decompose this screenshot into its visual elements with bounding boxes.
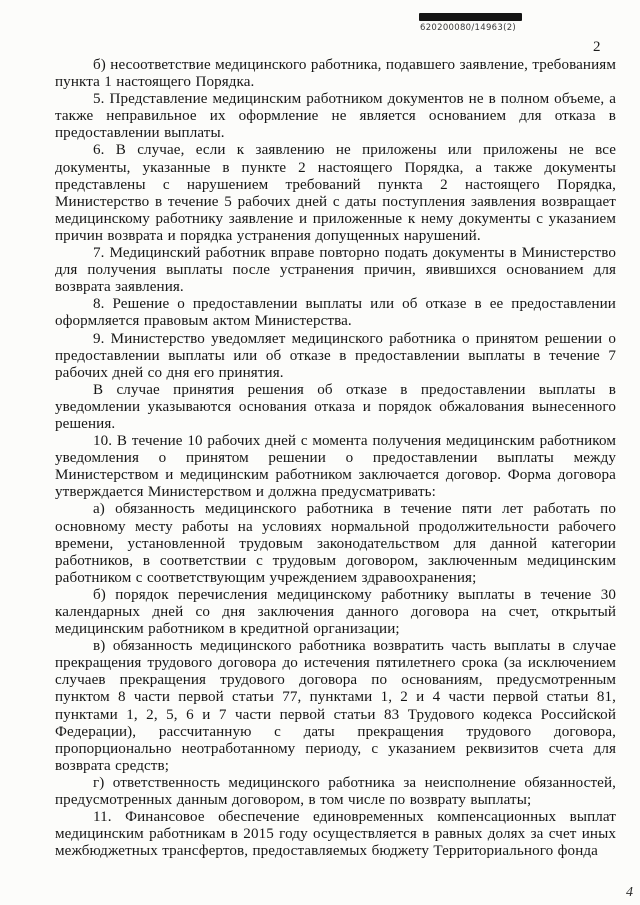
paragraph-9: 9. Министерство уведомляет медицинского работника о принятом решении о предоставлении выплаты или об отказе в предоставлении выплаты в течение 7 рабочих дней со дня его принятия.	[55, 330, 616, 381]
paragraph-11: 11. Финансовое обеспечение единовременных компенсационных выплат медицинским работникам в 2015 году осуществляется в равных долях за счет иных межбюджетных трансфертов, предоставляемых бюджету Территориального фонда	[55, 809, 616, 860]
paragraph-b1: б) несоответствие медицинского работника, подавшего заявление, требованиям пункта 1 настоящего Порядка.	[55, 57, 616, 91]
corner-mark: 4	[626, 885, 633, 900]
redaction-bar	[419, 13, 522, 21]
document-body	[55, 57, 616, 860]
paragraph-5: 5. Представление медицинским работником документов не в полном объеме, а также неправильное их оформление не является основанием для отказа в предоставлении выплаты.	[55, 91, 616, 142]
paragraph-10: 10. В течение 10 рабочих дней с момента получения медицинским работником уведомления о принятом решении о предоставлении выплаты между Министерством и медицинским работником заключается договор. Форма договора утверждается Министерством и должна предусматривать:	[55, 433, 616, 501]
paragraph-a: а) обязанность медицинского работника в течение пяти лет работать по основному месту работы на условиях нормальной продолжительности рабочего времени, установленной трудовым законодательством для данной категории работников, в соответствии с трудовым договором, заключенным медицинским работником с соответствующим учреждением здравоохранения;	[55, 501, 616, 586]
paragraph-6: 6. В случае, если к заявлению не приложены или приложены не все документы, указанные в пункте 2 настоящего Порядка, а также документы представлены с нарушением требований пункта 2 настоящего Порядка, Министерство в течение 5 рабочих дней с даты поступления заявления возвращает медицинскому работнику заявление и приложенные к нему документы с указанием причин возврата и порядка устранения допущенных нарушений.	[55, 142, 616, 244]
paragraph-7: 7. Медицинский работник вправе повторно подать документы в Министерство для получения выплаты после устранения причин, явившихся основанием для возврата заявления.	[55, 245, 616, 296]
paragraph-v: в) обязанность медицинского работника возвратить часть выплаты в случае прекращения трудового договора до истечения пятилетнего срока (за исключением случаев прекращения трудового договора по основаниям, предусмотренным пунктом 8 части первой статьи 77, пунктами 1, 2 и 4 части первой статьи 81, пунктами 1, 2, 5, 6 и 7 части первой статьи 83 Трудового кодекса Российской Федерации), рассчитанную с даты прекращения трудового договора, пропорционально неотработанному периоду, с указанием реквизитов счета для возврата средств;	[55, 638, 616, 774]
stamp-number: 620200080/14963(2)	[420, 23, 517, 33]
paragraph-b2: б) порядок перечисления медицинскому работнику выплаты в течение 30 календарных дней со дня заключения данного договора на счет, открытый медицинским работником в кредитной организации;	[55, 586, 616, 638]
page-number: 2	[593, 39, 601, 55]
paragraph-8: 8. Решение о предоставлении выплаты или об отказе в ее предоставлении оформляется правовым актом Министерства.	[55, 296, 616, 330]
paragraph-9-cont: В случае принятия решения об отказе в предоставлении выплаты в уведомлении указываются основания отказа и порядок обжалования вынесенного решения.	[55, 381, 616, 432]
paragraph-g: г) ответственность медицинского работника за неисполнение обязанностей, предусмотренных данным договором, в том числе по возврату выплаты;	[55, 774, 616, 809]
